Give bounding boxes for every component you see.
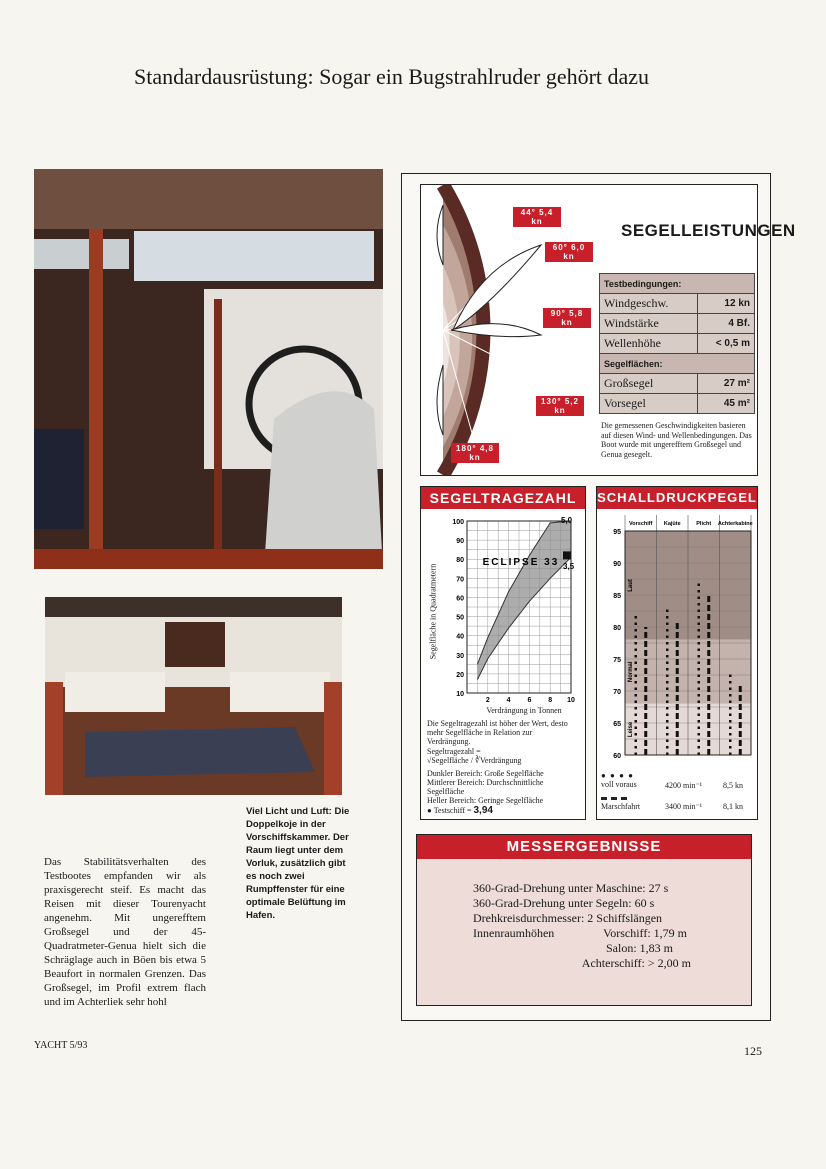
height-label: Vorschiff:	[603, 926, 651, 940]
result-line: 360-Grad-Drehung unter Segeln: 60 s	[473, 896, 655, 910]
schalldruckpegel-title: SCHALLDRUCKPEGEL	[597, 487, 757, 509]
cond-label: Wellenhöhe	[600, 334, 698, 354]
legend-dark: Dunkler Bereich: Große Segelfläche	[427, 769, 544, 778]
y-tick-label: 90	[456, 538, 464, 546]
cockpit-photo	[34, 169, 383, 569]
page-number: 125	[744, 1044, 762, 1058]
messergebnisse-panel	[416, 834, 752, 1006]
y-tick-label: 100	[452, 519, 464, 526]
sail-label: Großsegel	[600, 374, 698, 394]
x-tick-label: 10	[567, 697, 575, 704]
segelleistungen-panel	[420, 184, 796, 476]
zone-label: Laut	[628, 579, 634, 592]
legend-cruise-label: Marschfahrt	[601, 802, 641, 811]
cond-label: Windstärke	[600, 314, 698, 334]
height-label: Salon:	[605, 941, 637, 955]
y-tick-label: 80	[456, 557, 464, 565]
sail-label: Vorsegel	[600, 394, 698, 414]
y-tick-label: 95	[613, 529, 621, 536]
y-tick-label: 20	[456, 671, 464, 679]
test-ship-value: 3,94	[473, 805, 493, 816]
x-axis-label: Verdrängung in Tonnen	[486, 706, 562, 715]
height-value: 1,79 m	[653, 926, 687, 940]
height-label: Achterschiff:	[581, 956, 645, 970]
column-header: Vorschiff	[629, 521, 653, 527]
angle-90: 90° 5,8 kn	[543, 308, 591, 328]
height-row	[567, 941, 673, 956]
series-label: 3,5	[563, 561, 575, 571]
legend-cruise-rpm: 3400 min⁻¹	[665, 802, 703, 811]
innen-label: Innenraumhöhen	[473, 926, 555, 940]
segelleistungen-title: SEGELLEISTUNGEN	[621, 221, 796, 240]
column-header: Achterkabine	[717, 521, 753, 527]
conditions-table	[599, 273, 755, 414]
segeltragezahl-panel	[420, 486, 586, 820]
testbedingungen-label: Testbedingungen:	[600, 274, 755, 294]
segeltragezahl-chart	[449, 515, 581, 705]
y-tick-label: 90	[613, 561, 621, 568]
y-tick-label: 10	[456, 691, 464, 698]
column-header: Plicht	[696, 521, 712, 527]
footer-issue: YACHT 5/93	[34, 1040, 88, 1051]
y-tick-label: 65	[613, 721, 621, 728]
y-tick-label: 85	[613, 593, 621, 600]
result-line: Drehkreisdurchmesser: 2 Schiffslängen	[473, 911, 663, 925]
x-tick-label: 6	[527, 697, 532, 704]
dots-marker-icon: ● ● ● ●	[601, 771, 634, 780]
legend-cruise-speed: 8,1 kn	[723, 802, 743, 811]
zone-label: Leise	[628, 721, 634, 738]
photo-caption: Viel Licht und Luft: Die Doppelkoje in der Vorschiffskammer. Der Raum liegt unter dem Vorluk, zusätzlich gibt es noch zwei Rumpffenster für eine optimale Belüftung im Hafen.	[246, 806, 350, 921]
angle-130: 130° 5,2 kn	[536, 396, 584, 416]
result-line: 360-Grad-Drehung unter Maschine: 27 s	[473, 881, 669, 895]
legend-full-rpm: 4200 min⁻¹	[665, 781, 703, 790]
y-tick-label: 75	[613, 657, 621, 664]
y-tick-label: 70	[613, 689, 621, 696]
sail-area-band	[477, 521, 571, 680]
zone-label: Normal	[628, 661, 634, 683]
height-row	[567, 926, 687, 941]
polar-diagram	[421, 185, 601, 475]
cond-value: 12 kn	[697, 294, 754, 314]
sail-value: 27 m²	[697, 374, 754, 394]
test-ship-marker	[563, 551, 571, 559]
berth-photo	[45, 597, 342, 795]
y-tick-label: 40	[456, 633, 464, 641]
y-tick-label: 30	[456, 652, 464, 660]
cond-label: Windgeschw.	[600, 294, 698, 314]
y-axis-label: Segelfläche in Quadratmetern	[428, 563, 438, 660]
height-value: > 2,00 m	[647, 956, 691, 970]
dash-marker-icon	[601, 797, 627, 800]
schalldruckpegel-chart	[597, 511, 757, 761]
segelleistungen-note: Die gemessenen Geschwindigkeiten basieren auf diesen Wind- und Wellenbedingungen. Das Boot wurde mit ungerefftem Großsegel und Genua gesegelt.	[601, 421, 752, 459]
angle-60: 60° 6,0 kn	[545, 242, 593, 262]
stz-formula: √Segelfläche / ∛Verdrängung	[427, 756, 522, 765]
stz-formula-label: Segeltragezahl =	[427, 747, 481, 756]
segeltragezahl-title: SEGELTRAGEZAHL	[421, 487, 585, 509]
messergebnisse-title: MESSERGEBNISSE	[417, 835, 751, 859]
test-ship-dot-icon: ●	[427, 806, 432, 815]
x-tick-label: 4	[506, 697, 511, 704]
height-value: 1,83 m	[639, 941, 673, 955]
y-tick-label: 70	[456, 576, 464, 584]
y-tick-label: 80	[613, 625, 621, 632]
legend-row-cruise	[601, 797, 755, 811]
sail-value: 45 m²	[697, 394, 754, 414]
test-ship-row	[427, 805, 493, 816]
y-tick-label: 50	[456, 614, 464, 622]
angle-44: 44° 5,4 kn	[513, 207, 561, 227]
cond-value: < 0,5 m	[697, 334, 754, 354]
schalldruckpegel-panel	[596, 486, 758, 820]
body-text: Das Stabilitätsverhalten des Testbootes empfanden wir als praxisgerecht steif. Es macht das Reisen mit dieser Tourenyacht angenehm. Mit ungerefftem Großsegel und der 45-Quadratmeter-Genua hielt sich die Schräglage auch in Böen bis etwa 5 Beaufort in normalen Grenzen. Das Großsegel, im Profil extrem flach und im Achterliek sehr hohl	[44, 856, 206, 1008]
angle-180: 180° 4,8 kn	[451, 443, 499, 463]
page-title: Standardausrüstung: Sogar ein Bugstrahlruder gehört dazu	[134, 64, 650, 89]
stz-description: Die Segeltragezahl ist höher der Wert, desto mehr Segelfläche in Relation zur Verdrängung.	[427, 719, 568, 746]
band-label: ECLIPSE 33	[482, 556, 560, 568]
height-row	[567, 956, 691, 971]
y-tick-label: 60	[456, 595, 464, 603]
cond-value: 4 Bf.	[697, 314, 754, 334]
segelflaechen-label: Segelflächen:	[600, 354, 755, 374]
series-label: 5,0	[561, 516, 573, 525]
legend-row-full	[601, 771, 755, 789]
legend-full-speed: 8,5 kn	[723, 781, 743, 790]
column-header: Kajüte	[663, 521, 681, 527]
test-ship-label: Testschiff =	[433, 806, 472, 815]
y-tick-label: 60	[613, 753, 621, 760]
legend-light: Heller Bereich: Geringe Segelfläche	[427, 796, 544, 805]
legend-full-label: voll voraus	[601, 780, 637, 789]
x-tick-label: 8	[548, 697, 553, 704]
legend-mid: Mittlerer Bereich: Durchschnittliche Segelfläche	[427, 778, 544, 796]
x-tick-label: 2	[485, 697, 490, 704]
